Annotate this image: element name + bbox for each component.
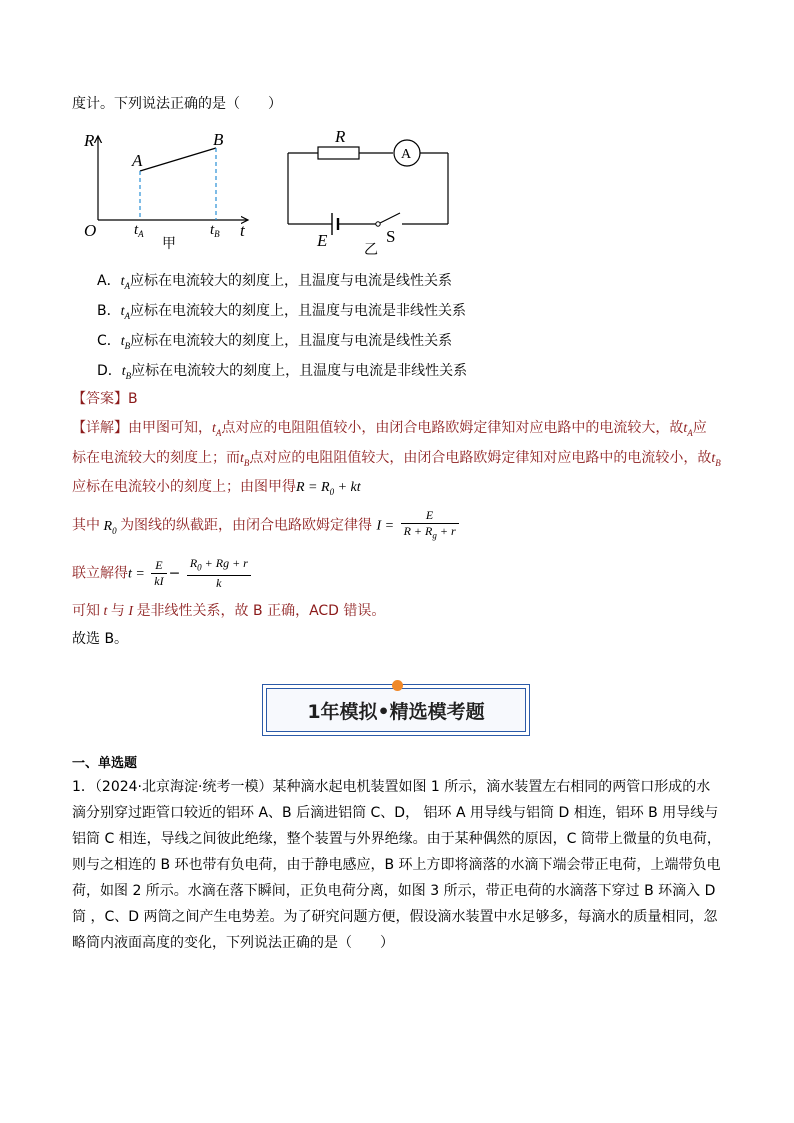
caption-yi: 乙: [364, 242, 378, 258]
figure-yi-circuit: [280, 122, 460, 258]
detail-line-1: 【详解】由甲图可知，$t_A$点对应的电阻阻值较小，由闭合电路欧姆定律知对应电路中的电流较大，故$t_A$应: [72, 420, 707, 438]
answer-label: 【答案】: [72, 391, 128, 407]
point-b-label: B: [213, 130, 224, 149]
option-b: B．$t_A$应标在电流较大的刻度上，且温度与电流是非线性关系: [97, 303, 466, 321]
question-tail: 度计。下列说法正确的是（ ）: [72, 96, 282, 112]
x-axis-label: t: [240, 221, 245, 240]
answer-value: B: [128, 391, 138, 407]
answer: [72, 388, 138, 408]
detail-line-2: 标在电流较大的刻度上；而$t_B$点对应的电阻阻值较大，由闭合电路欧姆定律知对应电路中的电流较小，故$t_B$: [72, 450, 721, 468]
detail-conclusion: 故选 B。: [72, 631, 129, 647]
option-d: D．$t_B$应标在电流较大的刻度上，且温度与电流是非线性关系: [97, 363, 468, 381]
ammeter-label: A: [401, 147, 412, 162]
formula-i: $\frac{E}{R + R_g + r}$: [401, 508, 459, 543]
switch-label: S: [386, 227, 396, 246]
point-a-label: A: [132, 151, 143, 170]
question-number: 1．: [72, 779, 95, 795]
formula-r: $R = R_0$ + kt: [296, 480, 361, 497]
figure-jia-graph: [80, 122, 260, 250]
origin-label: O: [84, 221, 97, 240]
resistor-symbol: [318, 147, 359, 159]
section-title: 一、单选题: [72, 756, 138, 771]
detail-line-5: 联立解得t = $\frac{E}{kI}$ − $\frac{R_0 + Rg + r}{k}$: [72, 556, 253, 591]
detail-line-4: 其中 $R_0$ 为图线的纵截距，由闭合电路欧姆定律得 I = $\frac{E}{R + R_g + r}$: [72, 508, 461, 543]
switch-symbol: [376, 222, 380, 226]
banner-title: 1年模拟•精选模考题: [266, 688, 526, 732]
caption-jia: 甲: [162, 236, 176, 250]
battery-label: E: [317, 231, 328, 250]
tick-b-label: $t_B$: [210, 222, 220, 239]
formula-t-part1: $\frac{E}{kI}$: [151, 558, 166, 589]
question-text: 某种滴水起电机装置如图 1 所示，滴水装置左右相同的两管口形成的水滴分别穿过距管口较近的铝环 A、B 后滴进铝筒 C、D， 铝环 A 用导线与铝筒 D 相连，铝环 B 用导线与铝筒 C 相连，导线之间彼此绝缘，整个装置与外界绝缘。由于某种偶然的原因，C 筒带上微量的负电荷，则与之相连的 B 环也带有负电荷，由于静电感应，B 环上方即将滴落的水滴下端会带正电荷，上端带负电荷，如图 2 所示。水滴在落下瞬间，正负电荷分离，如图 3 所示，带正电荷的水滴落下穿过 B 环滴入 D 筒 ，C、D 两筒之间产生电势差。为了研究问题方便，假设滴水装置中水足够多，每滴水的质量相同，忽略筒内液面高度的变化，下列说法正确的是（ ）: [72, 779, 721, 951]
option-c: C．$t_B$应标在电流较大的刻度上，且温度与电流是线性关系: [97, 333, 453, 351]
question-1: [72, 774, 722, 956]
graph-line: [140, 148, 216, 171]
question-source: （2024·北京海淀·统考一模）: [94, 779, 273, 795]
option-a: A．$t_A$应标在电流较大的刻度上，且温度与电流是线性关系: [97, 273, 452, 291]
detail-line-6: 可知 t 与 I 是非线性关系，故 B 正确，ACD 错误。: [72, 603, 386, 619]
banner-dot-icon: [392, 680, 403, 691]
resistor-label: R: [335, 127, 346, 146]
formula-t-part2: $\frac{R_0 + Rg + r}{k}$: [187, 556, 251, 591]
tick-a-label: $t_A$: [134, 222, 144, 239]
section-banner: [262, 684, 530, 736]
detail-line-3: 应标在电流较小的刻度上；由图甲得$R = R_0$ + kt: [72, 479, 361, 497]
y-axis-label: R: [84, 131, 95, 150]
